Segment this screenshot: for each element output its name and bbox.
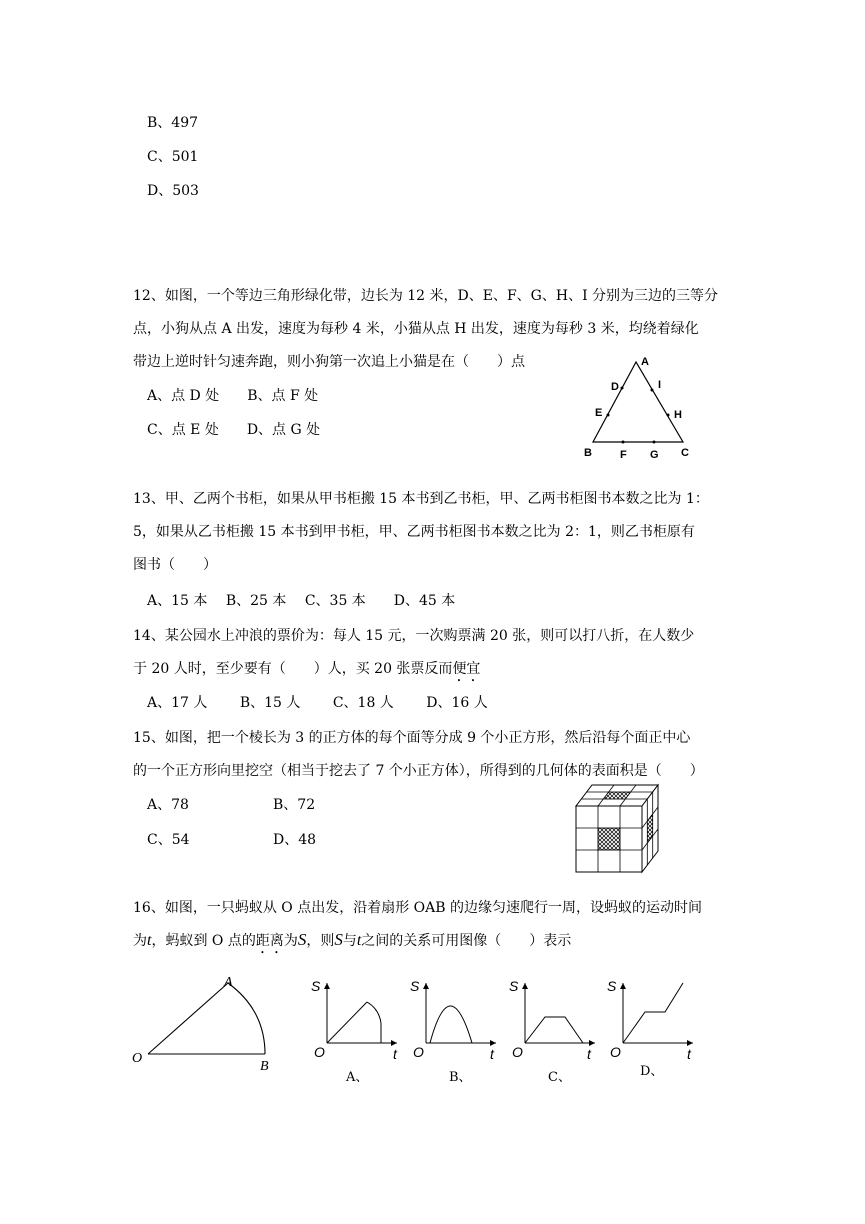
- graph-c-origin: O: [512, 1044, 523, 1060]
- triangle-label-a: A: [641, 356, 649, 368]
- graph-c-axis-t: t: [587, 1046, 591, 1062]
- q14-line2-text: 于 20 人时，至少要有（ ）人，买 20 张票反而: [133, 661, 453, 677]
- graph-a-axis-t: t: [393, 1046, 397, 1062]
- graph-d-axis-s: S: [607, 978, 617, 994]
- triangle-label-g: G: [650, 449, 659, 461]
- graph-b: [404, 975, 504, 1065]
- option-b-prev: B、497: [147, 115, 199, 131]
- graph-b-label: B、: [449, 1070, 472, 1085]
- triangle-label-c: C: [681, 447, 689, 459]
- q14-options: A、17 人 B、15 人 C、18 人 D、16 人: [147, 695, 488, 711]
- triangle-label-b: B: [584, 447, 592, 459]
- graph-c: [503, 975, 603, 1065]
- q14-text-line2: [133, 660, 480, 685]
- q13-text-line1: 13、甲、乙两个书柜，如果从甲书柜搬 15 本书到乙书柜，甲、乙两书柜图书本数之比为 1：: [133, 491, 709, 507]
- q12-text-line3: 带边上逆时针匀速奔跑，则小狗第一次追上小猫是在（ ）点: [133, 354, 525, 370]
- q13-text-line2: 5，如果从乙书柜搬 15 本书到甲书柜，甲、乙两书柜图书本数之比为 2：1，则乙书柜原有: [133, 524, 695, 540]
- q12-text-line1: 12、如图，一个等边三角形绿化带，边长为 12 米，D、E、F、G、H、I 分别为三边的三等分: [133, 288, 719, 304]
- graph-b-axis-t: t: [490, 1046, 494, 1062]
- q13-text-line3: 图书（ ）: [133, 557, 217, 573]
- q16-text-a: 为: [133, 933, 147, 949]
- q12-options-row1: A、点 D 处 B、点 F 处: [147, 388, 319, 404]
- graph-c-label: C、: [548, 1070, 571, 1085]
- triangle-label-i: I: [658, 379, 662, 391]
- graph-a-origin: O: [314, 1044, 325, 1060]
- q16-text-f: 之间的关系可用图像（ ）表示: [361, 933, 572, 949]
- sector-label-a: A: [224, 975, 233, 990]
- q15-option-c: C、54: [147, 832, 190, 848]
- q15-text-line2: 的一个正方形向里挖空（相当于挖去了 7 个小正方体），所得到的几何体的表面积是（ ）: [133, 763, 704, 779]
- q16-var-t-2: t: [356, 932, 362, 949]
- q16-text-line2: [133, 931, 571, 957]
- graph-a-label: A、: [346, 1070, 369, 1085]
- q12-text-line2: 点，小狗从点 A 出发，速度为每秒 4 米，小猫从点 H 出发，速度为每秒 3 米，均绕着绿化: [133, 321, 699, 337]
- option-d-prev: D、503: [147, 183, 199, 199]
- q16-text-d: ，则: [306, 933, 335, 949]
- q12-options-row2: C、点 E 处 D、点 G 处: [147, 422, 321, 438]
- triangle-label-f: F: [620, 449, 627, 461]
- q16-text-c: 为: [283, 933, 298, 949]
- sector-label-b: B: [260, 1059, 269, 1074]
- graph-d-origin: O: [610, 1044, 621, 1060]
- q16-text-line1: 16、如图，一只蚂蚁从 O 点出发，沿着扇形 OAB 的边缘匀速爬行一周，设蚂蚁的运动时间: [133, 900, 702, 916]
- q15-option-a: A、78: [147, 797, 189, 813]
- q16-text-b: ，蚂蚁到 O 点的: [151, 933, 256, 949]
- q15-option-b: B、72: [273, 797, 316, 813]
- triangle-label-d: D: [611, 381, 619, 393]
- graph-c-axis-s: S: [509, 978, 519, 994]
- graph-b-axis-s: S: [410, 978, 420, 994]
- q16-var-t: t: [147, 932, 152, 949]
- graph-b-origin: O: [413, 1044, 424, 1060]
- graph-d-axis-t: t: [687, 1046, 691, 1062]
- q14-emphasis-word: 便宜: [452, 661, 481, 677]
- q16-var-s: S: [297, 930, 307, 949]
- q16-var-s-2: S: [334, 930, 343, 949]
- triangle-label-h: H: [674, 409, 682, 421]
- graph-a-axis-s: S: [311, 978, 321, 994]
- q16-text-e: 与: [342, 933, 357, 949]
- option-c-prev: C、501: [147, 149, 199, 165]
- q15-option-d: D、48: [273, 832, 317, 848]
- graph-d: [601, 975, 701, 1065]
- sector-figure: [128, 970, 288, 1080]
- q13-options: A、15 本 B、25 本 C、35 本 D、45 本: [147, 593, 456, 609]
- sector-label-o: O: [132, 1051, 143, 1066]
- graph-a: [305, 975, 405, 1065]
- q14-text-line1: 14、某公园水上冲浪的票价为：每人 15 元，一次购票满 20 张，则可以打八折，在人数少: [133, 628, 695, 644]
- q15-text-line1: 15、如图，把一个棱长为 3 的正方体的每个面等分成 9 个小正方形，然后沿每个面正中心: [133, 730, 691, 746]
- graph-d-label: D、: [640, 1064, 664, 1079]
- triangle-label-e: E: [595, 407, 603, 419]
- triangle-figure: [580, 350, 700, 462]
- cube-figure: [570, 782, 665, 877]
- q16-emphasis-word: 距离: [255, 933, 284, 949]
